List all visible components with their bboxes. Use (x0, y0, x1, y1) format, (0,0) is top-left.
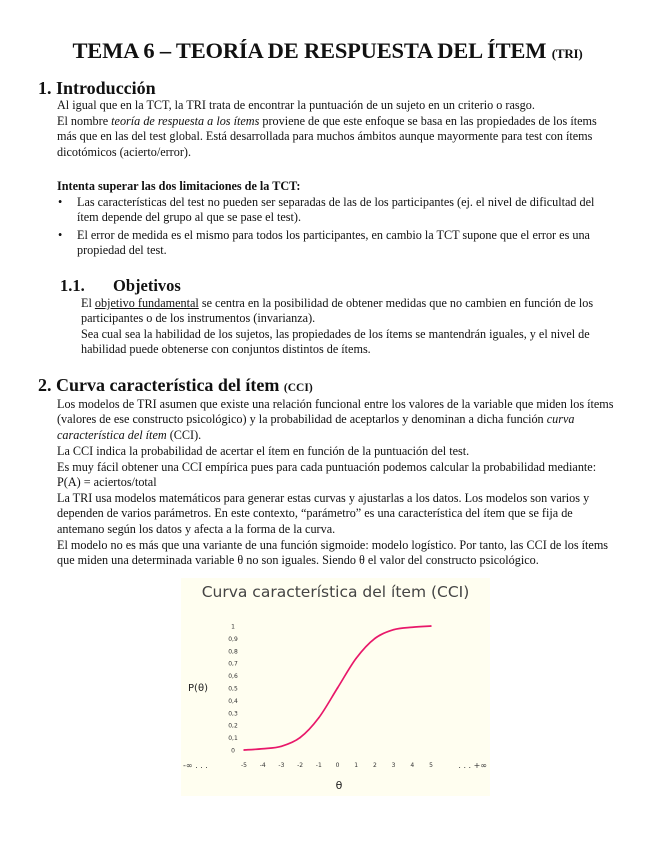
y-tick-label: 0,5 (228, 685, 238, 693)
section-1-paragraph-2: El nombre teoría de respuesta a los ítems proviene de que este enfoque se basa en las propiedades de los ítems más que en las del test global. Está desarrollada para muchos ámbitos aunque mayormente para test con ítems dicotómicos (acierto/error). (57, 114, 597, 159)
list-item: • Las características del test no pueden ser separadas de las de los participantes (ej. el nivel de dificultad del ítem depende del grupo al que se pase el test). (58, 195, 595, 225)
section-1-1-heading: 1.1. Objetivos (60, 276, 181, 295)
cci-data-point (281, 745, 283, 747)
x-axis-label: θ (335, 779, 343, 792)
cci-data-point (393, 629, 395, 631)
bullet-icon: • (58, 227, 63, 242)
section-2-paragraph-3: Es muy fácil obtener una CCI empírica pues para cada puntuación podemos calcular la probabilidad mediante: P(A) = aciertos/total (57, 460, 597, 490)
cci-data-points (243, 625, 432, 751)
y-tick-label: 1 (231, 623, 235, 631)
section-1-paragraph-1: Al igual que en la TCT, la TRI trata de encontrar la puntuación de un sujeto en un criterio o rasgo. (57, 98, 535, 112)
chart-title: Curva característica del ítem (CCI) (201, 583, 470, 601)
x-tick-label: -5 (241, 762, 247, 769)
y-tick-label: 0,1 (228, 735, 238, 743)
section-1-1-paragraph-1: El objetivo fundamental se centra en la posibilidad de obtener medidas que no cambien en función de los participantes o de los instrumentos (invarianza). (81, 296, 594, 326)
section-2-paragraph-4: La TRI usa modelos matemáticos para generar estas curvas y ajustarlas a los datos. Los modelos son varios y dependen de varios parámetros. En este contexto, “parámetro” es una característica del ítem que se fija de antemano según los datos y afecta a la forma de la curva. (57, 491, 590, 536)
y-tick-label: 0,3 (228, 710, 238, 718)
cci-data-point (412, 626, 414, 628)
y-axis-label: P(θ) (188, 683, 208, 694)
cci-chart (181, 578, 490, 796)
cci-data-point (262, 748, 264, 750)
section-2-abbreviation: (CCI) (283, 382, 313, 394)
cci-data-point (337, 687, 339, 689)
section-2-paragraph-5: El modelo no es más que una variante de una función sigmoide: modelo logístico. Por tanto, las CCI de los ítems que miden una determinada variable θ no son iguales. Siendo θ el valor del constructo psicológico. (57, 538, 609, 568)
x-tick-label: 0 (335, 762, 340, 769)
limitations-heading: Intenta superar las dos limitaciones de la TCT: (57, 179, 301, 193)
y-tick-label: 0,2 (228, 722, 238, 730)
x-tick-label: 2 (372, 762, 377, 769)
section-2-heading: 2. Curva característica del ítem (CCI) (38, 375, 313, 395)
x-tick-label: 4 (410, 762, 415, 769)
y-tick-label: 0 (231, 747, 235, 755)
x-tick-label: 1 (354, 762, 359, 769)
x-tick-label: -1 (315, 762, 322, 769)
page-title: TEMA 6 – TEORÍA DE RESPUESTA DEL ÍTEM (TRI) (72, 38, 583, 63)
list-item: • El error de medida es el mismo para todos los participantes, en cambio la TCT supone que el error es una propiedad del test. (58, 227, 590, 258)
y-tick-label: 0,4 (228, 697, 238, 705)
y-tick-label: 0,7 (228, 660, 238, 668)
limitations-list (58, 195, 610, 261)
y-tick-labels (228, 624, 238, 755)
y-tick-label: 0,9 (228, 635, 238, 643)
x-right-label: . . . +∞ (458, 761, 487, 770)
x-left-label: -∞ . . . (183, 761, 208, 770)
section-2-paragraph-1: Los modelos de TRI asumen que existe una relación funcional entre los valores de la variable que miden los ítems (valores de ese constructo psicológico) y la probabilidad de aceptarlos y denominan a dicha función curva característica del ítem (CCI). (57, 397, 614, 442)
cci-data-point (299, 737, 301, 739)
cci-data-point (355, 657, 357, 659)
x-tick-labels (241, 762, 433, 769)
cci-data-point (243, 749, 245, 751)
y-tick-label: 0,6 (228, 673, 238, 681)
section-2-paragraph-2: La CCI indica la probabilidad de acertar el ítem en función de la puntuación del test. (57, 444, 470, 458)
bullet-icon: • (58, 195, 63, 209)
x-tick-label: -2 (297, 762, 304, 769)
x-tick-label: 3 (391, 762, 396, 769)
x-tick-label: 5 (429, 762, 433, 769)
title-abbreviation: (TRI) (551, 46, 583, 61)
section-1-1-paragraph-2: Sea cual sea la habilidad de los sujetos, las propiedades de los ítems se mantendrán iguales, y el nivel de habilidad puede obtenerse con conjuntos distintos de ítems. (81, 327, 590, 357)
x-tick-label: -4 (259, 762, 266, 769)
y-tick-label: 0,8 (228, 648, 238, 656)
cci-data-point (374, 638, 376, 640)
section-1-heading: 1. Introducción (38, 78, 156, 98)
cci-data-point (430, 625, 432, 627)
x-tick-label: -3 (278, 762, 285, 769)
cci-chart-svg (181, 578, 490, 796)
cci-data-point (318, 717, 320, 719)
